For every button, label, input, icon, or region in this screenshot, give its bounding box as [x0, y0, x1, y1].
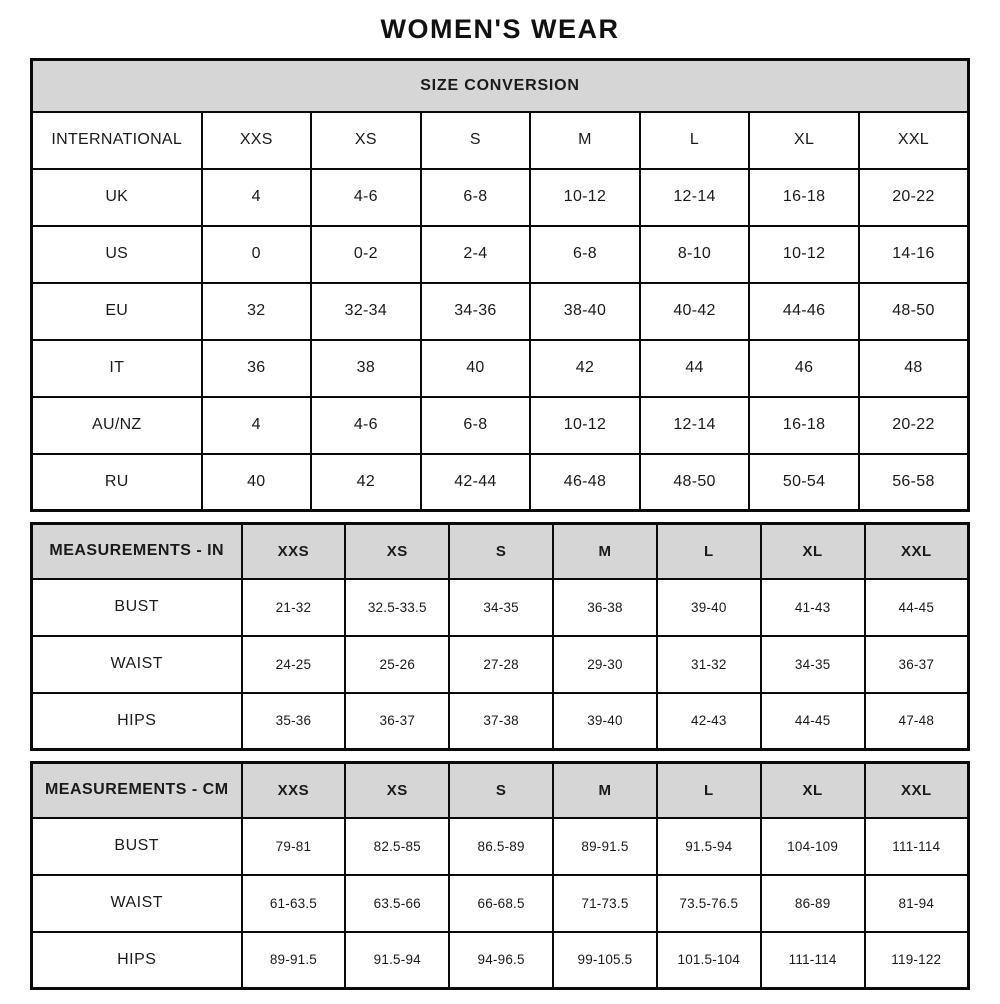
size-col-header: XXL [859, 112, 969, 169]
size-value-cell: 44-46 [749, 283, 859, 340]
measure-value-cell: 86.5-89 [449, 818, 553, 875]
region-label: US [32, 226, 202, 283]
size-col-header: XL [749, 112, 859, 169]
table-row [32, 454, 969, 511]
size-col-header: S [449, 524, 553, 579]
measure-value-cell: 25-26 [345, 636, 449, 693]
measurements-header: MEASUREMENTS - CM [32, 763, 242, 818]
table-row [32, 818, 969, 875]
size-value-cell: 46-48 [530, 454, 640, 511]
size-col-header: XXS [202, 112, 312, 169]
measure-value-cell: 36-37 [865, 636, 969, 693]
measure-value-cell: 86-89 [761, 875, 865, 932]
international-col-header: INTERNATIONAL [32, 112, 202, 169]
table-row [32, 283, 969, 340]
size-col-header: S [421, 112, 531, 169]
region-label: IT [32, 340, 202, 397]
size-value-cell: 36 [202, 340, 312, 397]
size-value-cell: 44 [640, 340, 750, 397]
measure-value-cell: 36-37 [345, 693, 449, 750]
table-row [32, 875, 969, 932]
size-value-cell: 20-22 [859, 397, 969, 454]
page-title: WOMEN'S WEAR [380, 14, 620, 44]
size-value-cell: 10-12 [530, 397, 640, 454]
size-value-cell: 56-58 [859, 454, 969, 511]
size-value-cell: 0 [202, 226, 312, 283]
size-value-cell: 4 [202, 397, 312, 454]
measure-value-cell: 34-35 [761, 636, 865, 693]
size-value-cell: 6-8 [421, 397, 531, 454]
measure-value-cell: 101.5-104 [657, 932, 761, 989]
table-row [32, 112, 969, 169]
measure-value-cell: 89-91.5 [553, 818, 657, 875]
measure-value-cell: 119-122 [865, 932, 969, 989]
size-col-header: XXL [865, 763, 969, 818]
measure-value-cell: 63.5-66 [345, 875, 449, 932]
size-value-cell: 40-42 [640, 283, 750, 340]
table-row [32, 693, 969, 750]
table-row [32, 579, 969, 636]
region-label: EU [32, 283, 202, 340]
size-value-cell: 32-34 [311, 283, 421, 340]
measure-value-cell: 36-38 [553, 579, 657, 636]
size-value-cell: 4-6 [311, 169, 421, 226]
size-value-cell: 42-44 [421, 454, 531, 511]
measure-value-cell: 91.5-94 [657, 818, 761, 875]
measure-value-cell: 47-48 [865, 693, 969, 750]
measure-value-cell: 91.5-94 [345, 932, 449, 989]
size-value-cell: 4 [202, 169, 312, 226]
size-value-cell: 16-18 [749, 397, 859, 454]
measure-label: HIPS [32, 932, 242, 989]
table-row [32, 340, 969, 397]
size-col-header: M [530, 112, 640, 169]
size-value-cell: 4-6 [311, 397, 421, 454]
measure-value-cell: 35-36 [242, 693, 346, 750]
size-value-cell: 0-2 [311, 226, 421, 283]
measure-value-cell: 89-91.5 [242, 932, 346, 989]
size-conversion-body [32, 60, 969, 511]
size-value-cell: 6-8 [421, 169, 531, 226]
size-col-header: XXS [242, 763, 346, 818]
region-label: UK [32, 169, 202, 226]
size-col-header: XS [345, 524, 449, 579]
measure-value-cell: 79-81 [242, 818, 346, 875]
size-col-header: XXS [242, 524, 346, 579]
size-value-cell: 50-54 [749, 454, 859, 511]
table-row [32, 169, 969, 226]
size-value-cell: 48 [859, 340, 969, 397]
measure-value-cell: 39-40 [553, 693, 657, 750]
table-row [32, 763, 969, 818]
measure-value-cell: 27-28 [449, 636, 553, 693]
size-value-cell: 48-50 [640, 454, 750, 511]
size-value-cell: 42 [311, 454, 421, 511]
measure-value-cell: 37-38 [449, 693, 553, 750]
measure-value-cell: 42-43 [657, 693, 761, 750]
measure-value-cell: 81-94 [865, 875, 969, 932]
measure-value-cell: 82.5-85 [345, 818, 449, 875]
measure-value-cell: 61-63.5 [242, 875, 346, 932]
size-value-cell: 46 [749, 340, 859, 397]
measure-value-cell: 94-96.5 [449, 932, 553, 989]
size-col-header: M [553, 524, 657, 579]
size-conversion-header: SIZE CONVERSION [32, 60, 969, 112]
table-row [32, 636, 969, 693]
measure-value-cell: 39-40 [657, 579, 761, 636]
measure-label: BUST [32, 818, 242, 875]
size-value-cell: 40 [202, 454, 312, 511]
size-value-cell: 38 [311, 340, 421, 397]
size-value-cell: 6-8 [530, 226, 640, 283]
measure-value-cell: 44-45 [865, 579, 969, 636]
size-col-header: XXL [865, 524, 969, 579]
measure-value-cell: 41-43 [761, 579, 865, 636]
measurements-cm-body [32, 763, 969, 989]
measure-value-cell: 111-114 [761, 932, 865, 989]
size-col-header: M [553, 763, 657, 818]
size-value-cell: 42 [530, 340, 640, 397]
table-row [32, 60, 969, 112]
size-col-header: XS [345, 763, 449, 818]
size-col-header: XS [311, 112, 421, 169]
size-col-header: L [657, 524, 761, 579]
measure-label: WAIST [32, 636, 242, 693]
measure-value-cell: 99-105.5 [553, 932, 657, 989]
size-value-cell: 14-16 [859, 226, 969, 283]
measure-label: HIPS [32, 693, 242, 750]
table-row [32, 226, 969, 283]
table-row [32, 397, 969, 454]
measurements-in-table [30, 522, 970, 751]
size-value-cell: 12-14 [640, 397, 750, 454]
measurements-in-body [32, 524, 969, 750]
measure-value-cell: 73.5-76.5 [657, 875, 761, 932]
size-value-cell: 10-12 [530, 169, 640, 226]
size-conversion-table [30, 58, 970, 512]
measure-value-cell: 29-30 [553, 636, 657, 693]
measure-value-cell: 21-32 [242, 579, 346, 636]
table-row [32, 932, 969, 989]
size-col-header: XL [761, 763, 865, 818]
measure-value-cell: 24-25 [242, 636, 346, 693]
size-value-cell: 34-36 [421, 283, 531, 340]
size-value-cell: 40 [421, 340, 531, 397]
measurements-header: MEASUREMENTS - IN [32, 524, 242, 579]
region-label: AU/NZ [32, 397, 202, 454]
size-col-header: XL [761, 524, 865, 579]
size-value-cell: 38-40 [530, 283, 640, 340]
size-col-header: L [657, 763, 761, 818]
measure-label: BUST [32, 579, 242, 636]
table-row [32, 524, 969, 579]
size-col-header: S [449, 763, 553, 818]
measure-value-cell: 44-45 [761, 693, 865, 750]
size-value-cell: 48-50 [859, 283, 969, 340]
size-value-cell: 20-22 [859, 169, 969, 226]
measure-value-cell: 32.5-33.5 [345, 579, 449, 636]
size-value-cell: 8-10 [640, 226, 750, 283]
size-value-cell: 16-18 [749, 169, 859, 226]
measurements-cm-table [30, 761, 970, 990]
measure-value-cell: 111-114 [865, 818, 969, 875]
size-value-cell: 12-14 [640, 169, 750, 226]
region-label: RU [32, 454, 202, 511]
measure-value-cell: 71-73.5 [553, 875, 657, 932]
measure-value-cell: 104-109 [761, 818, 865, 875]
size-col-header: L [640, 112, 750, 169]
size-value-cell: 2-4 [421, 226, 531, 283]
size-value-cell: 10-12 [749, 226, 859, 283]
measure-value-cell: 34-35 [449, 579, 553, 636]
measure-value-cell: 66-68.5 [449, 875, 553, 932]
measure-value-cell: 31-32 [657, 636, 761, 693]
size-value-cell: 32 [202, 283, 312, 340]
measure-label: WAIST [32, 875, 242, 932]
